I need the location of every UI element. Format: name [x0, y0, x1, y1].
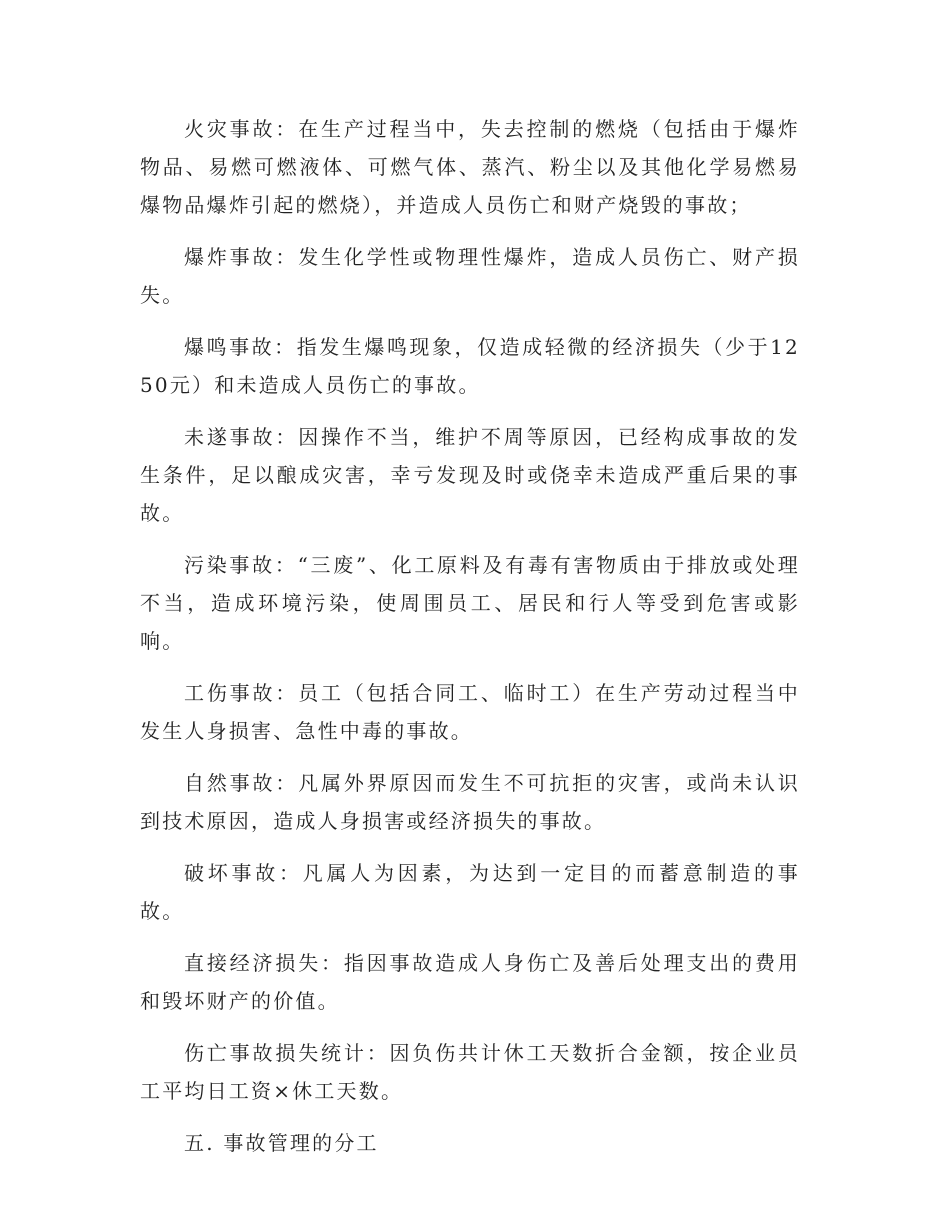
paragraph-casualty-loss-statistics: 伤亡事故损失统计：因负伤共计休工天数折合金额，按企业员工平均日工资×休工天数。 [140, 1041, 800, 1103]
paragraph-sabotage-accident: 破坏事故：凡属人为因素，为达到一定目的而蓄意制造的事故。 [140, 861, 800, 923]
paragraph-direct-economic-loss: 直接经济损失：指因事故造成人身伤亡及善后处理支出的费用和毁坏财产的价值。 [140, 951, 800, 1013]
paragraph-detonation-accident: 爆鸣事故：指发生爆鸣现象，仅造成轻微的经济损失（少于1250元）和未造成人员伤亡的事故。 [140, 335, 800, 397]
paragraph-work-injury-accident: 工伤事故：员工（包括合同工、临时工）在生产劳动过程当中发生人身损害、急性中毒的事故。 [140, 681, 800, 743]
paragraph-explosion-accident: 爆炸事故：发生化学性或物理性爆炸，造成人员伤亡、财产损失。 [140, 245, 800, 307]
paragraph-natural-accident: 自然事故：凡属外界原因而发生不可抗拒的灾害，或尚未认识到技术原因，造成人身损害或经济损失的事故。 [140, 771, 800, 833]
document-body [140, 110, 800, 1176]
section-heading-accident-management: 五. 事故管理的分工 [184, 1131, 379, 1155]
paragraph-fire-accident: 火灾事故：在生产过程当中，失去控制的燃烧（包括由于爆炸物品、易燃可燃液体、可燃气体、蒸汽、粉尘以及其他化学易燃易爆物品爆炸引起的燃烧），并造成人员伤亡和财产烧毁的事故； [140, 117, 800, 217]
paragraph-near-miss-accident: 未遂事故：因操作不当，维护不周等原因，已经构成事故的发生条件，足以酿成灾害，幸亏发现及时或侥幸未造成严重后果的事故。 [140, 425, 800, 525]
paragraph-pollution-accident: 污染事故：“三废”、化工原料及有毒有害物质由于排放或处理不当，造成环境污染，使周围员工、居民和行人等受到危害或影响。 [140, 553, 800, 653]
